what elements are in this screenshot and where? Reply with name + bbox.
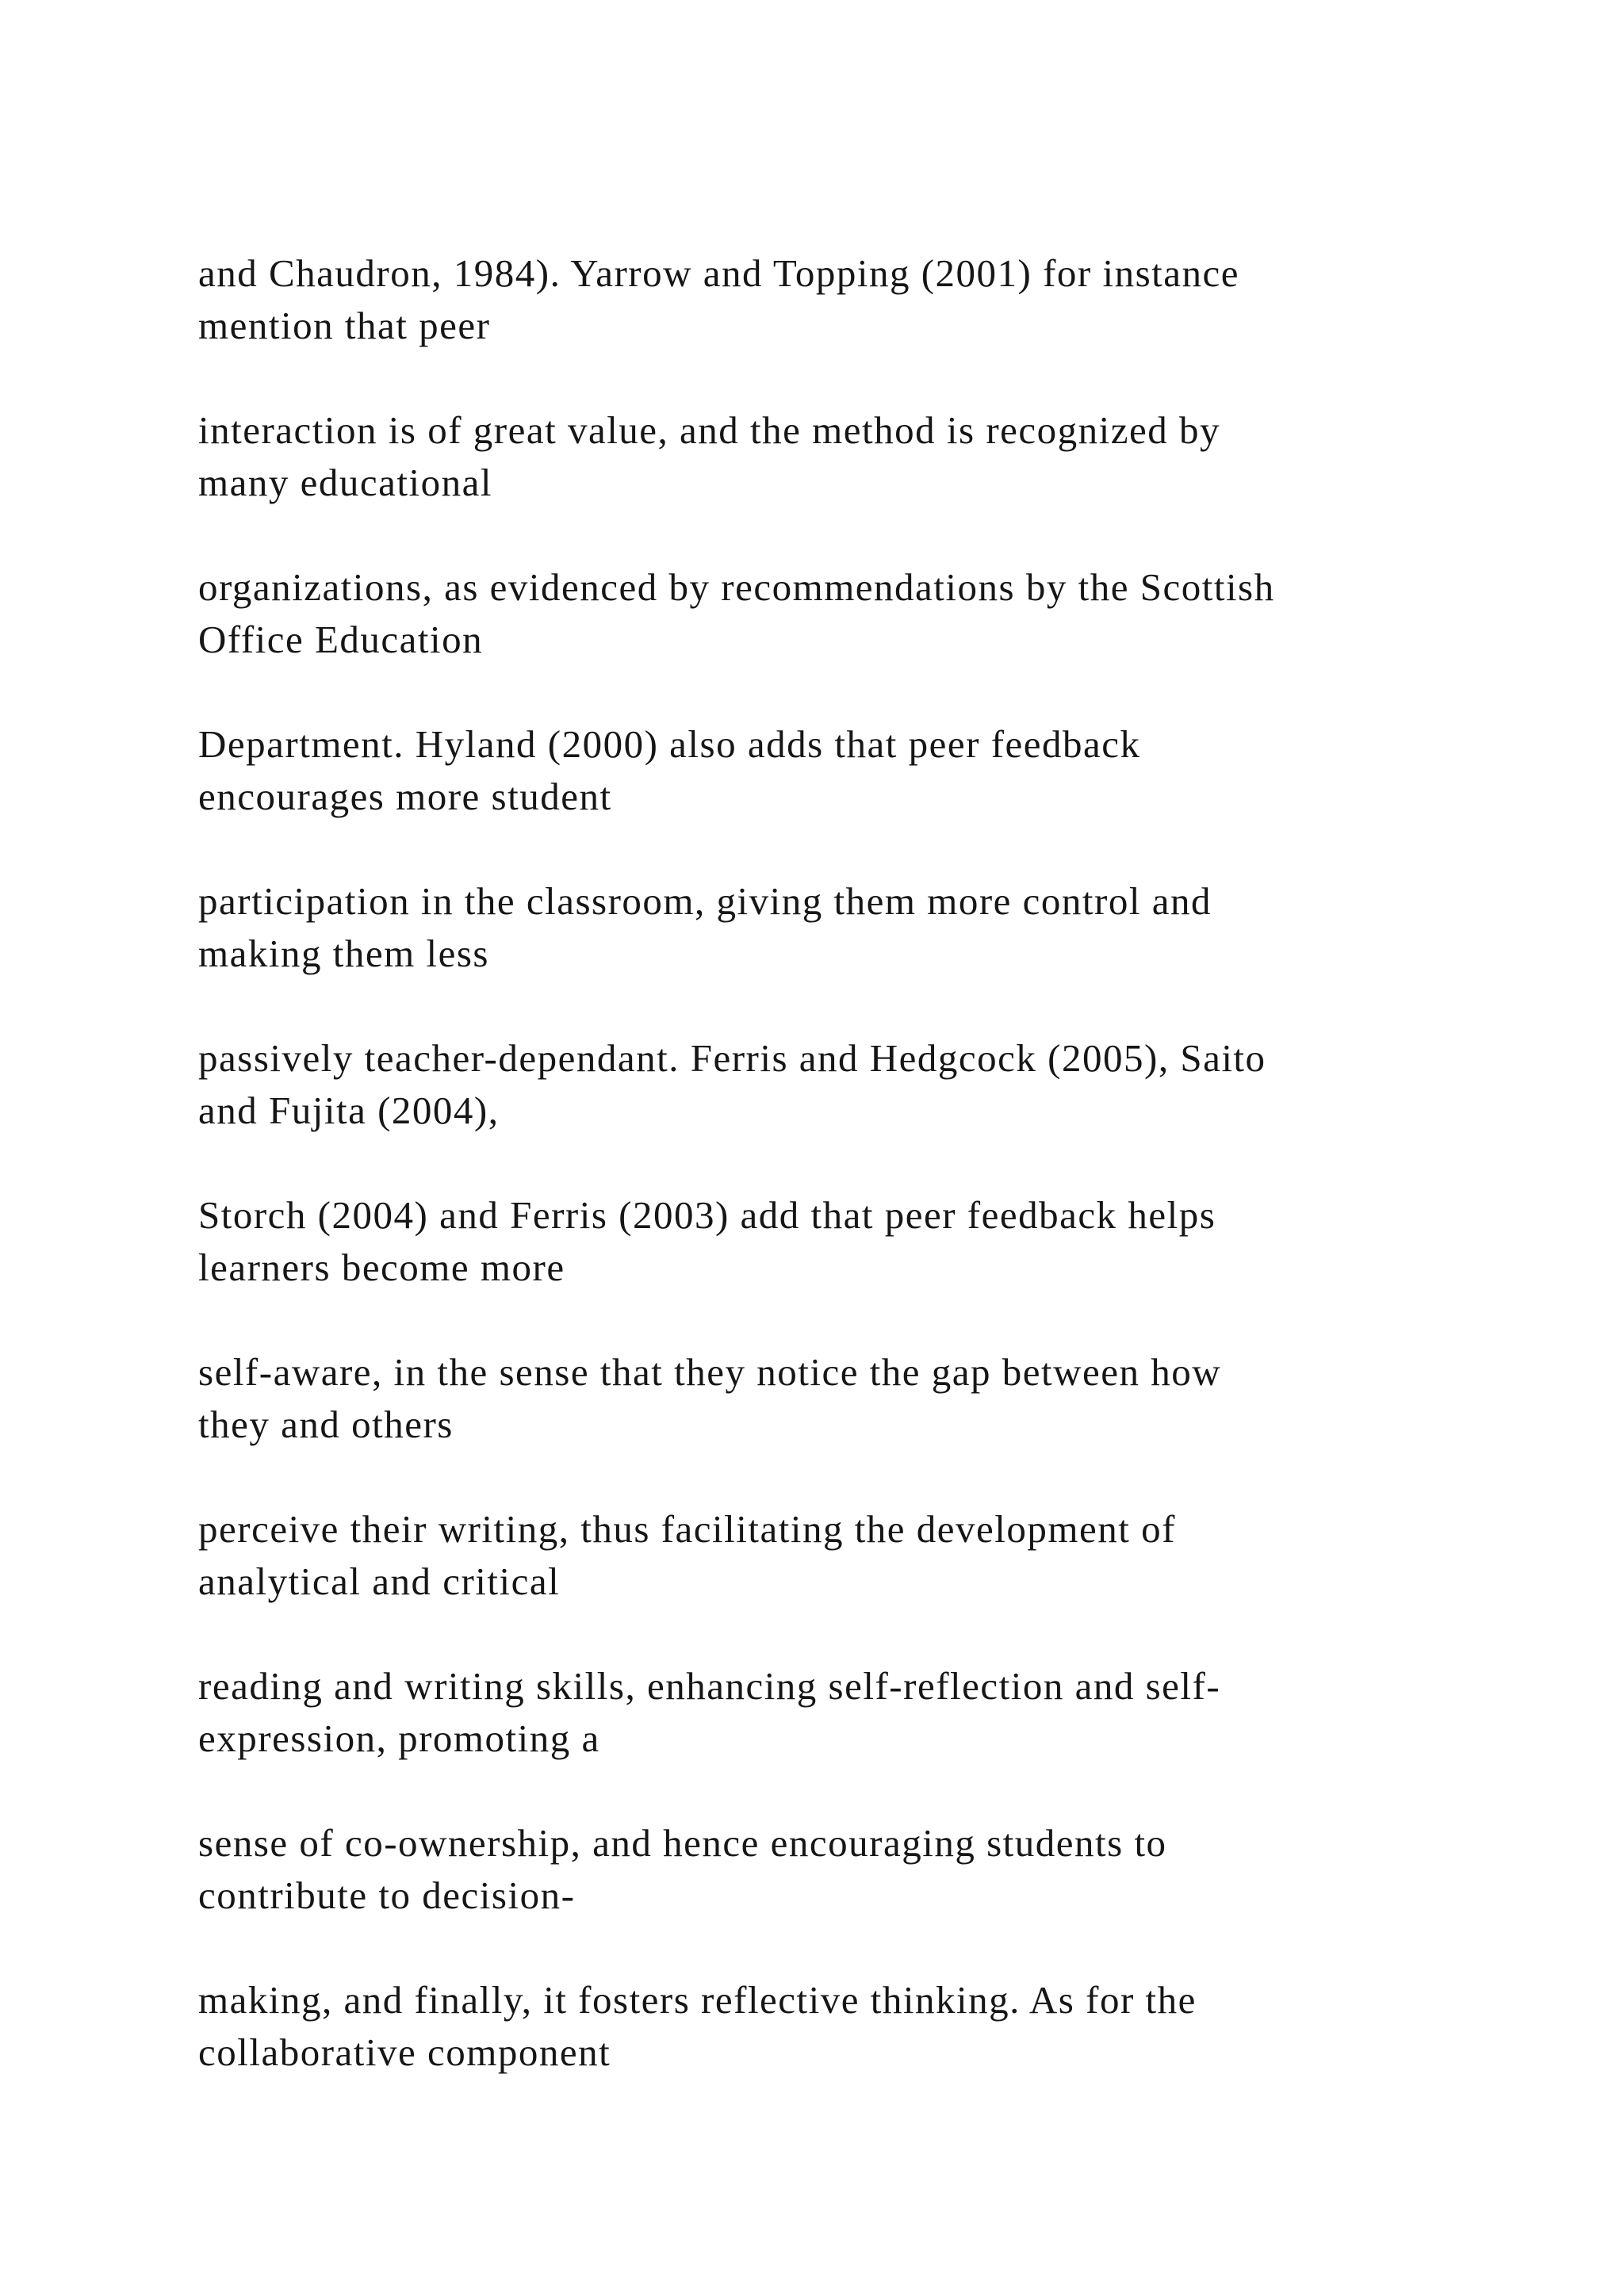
text-line: making, and finally, it fosters reflective thinking. As for the [198,1978,1197,2022]
text-line: contribute to decision- [198,1873,576,1917]
text-line: interaction is of great value, and the method is recognized by [198,408,1221,452]
text-line: analytical and critical [198,1559,561,1603]
paragraph [198,561,1515,666]
text-line: they and others [198,1402,454,1446]
paragraph [198,1817,1515,1922]
text-line: many educational [198,461,492,504]
paragraph [198,1660,1515,1765]
text-line: passively teacher-dependant. Ferris and Hedgcock (2005), Saito [198,1036,1266,1080]
text-line: sense of co-ownership, and hence encouraging students to [198,1821,1167,1865]
paragraph [198,1503,1515,1608]
text-line: mention that peer [198,304,491,347]
text-line: organizations, as evidenced by recommendations by the Scottish [198,565,1275,609]
text-line: perceive their writing, thus facilitating the development of [198,1507,1176,1551]
text-line: making them less [198,932,489,975]
paragraph [198,1974,1515,2079]
text-line: collaborative component [198,2030,611,2074]
text-line: encourages more student [198,775,612,818]
body-text [198,247,1515,2131]
paragraph [198,718,1515,823]
paragraph [198,1346,1515,1451]
text-line: and Fujita (2004), [198,1089,500,1132]
text-line: self-aware, in the sense that they notice the gap between how [198,1350,1222,1394]
text-line: reading and writing skills, enhancing self-reflection and self- [198,1664,1221,1708]
paragraph [198,404,1515,509]
paragraph [198,247,1515,352]
text-line: Office Education [198,618,484,661]
text-line: Department. Hyland (2000) also adds that peer feedback [198,722,1141,766]
text-line: learners become more [198,1246,565,1289]
paragraph [198,1032,1515,1137]
text-line: expression, promoting a [198,1716,600,1760]
text-line: participation in the classroom, giving them more control and [198,879,1212,923]
paragraph [198,1189,1515,1294]
text-line: Storch (2004) and Ferris (2003) add that peer feedback helps [198,1193,1216,1237]
text-line: and Chaudron, 1984). Yarrow and Topping (2001) for instance [198,251,1240,295]
paragraph [198,875,1515,980]
